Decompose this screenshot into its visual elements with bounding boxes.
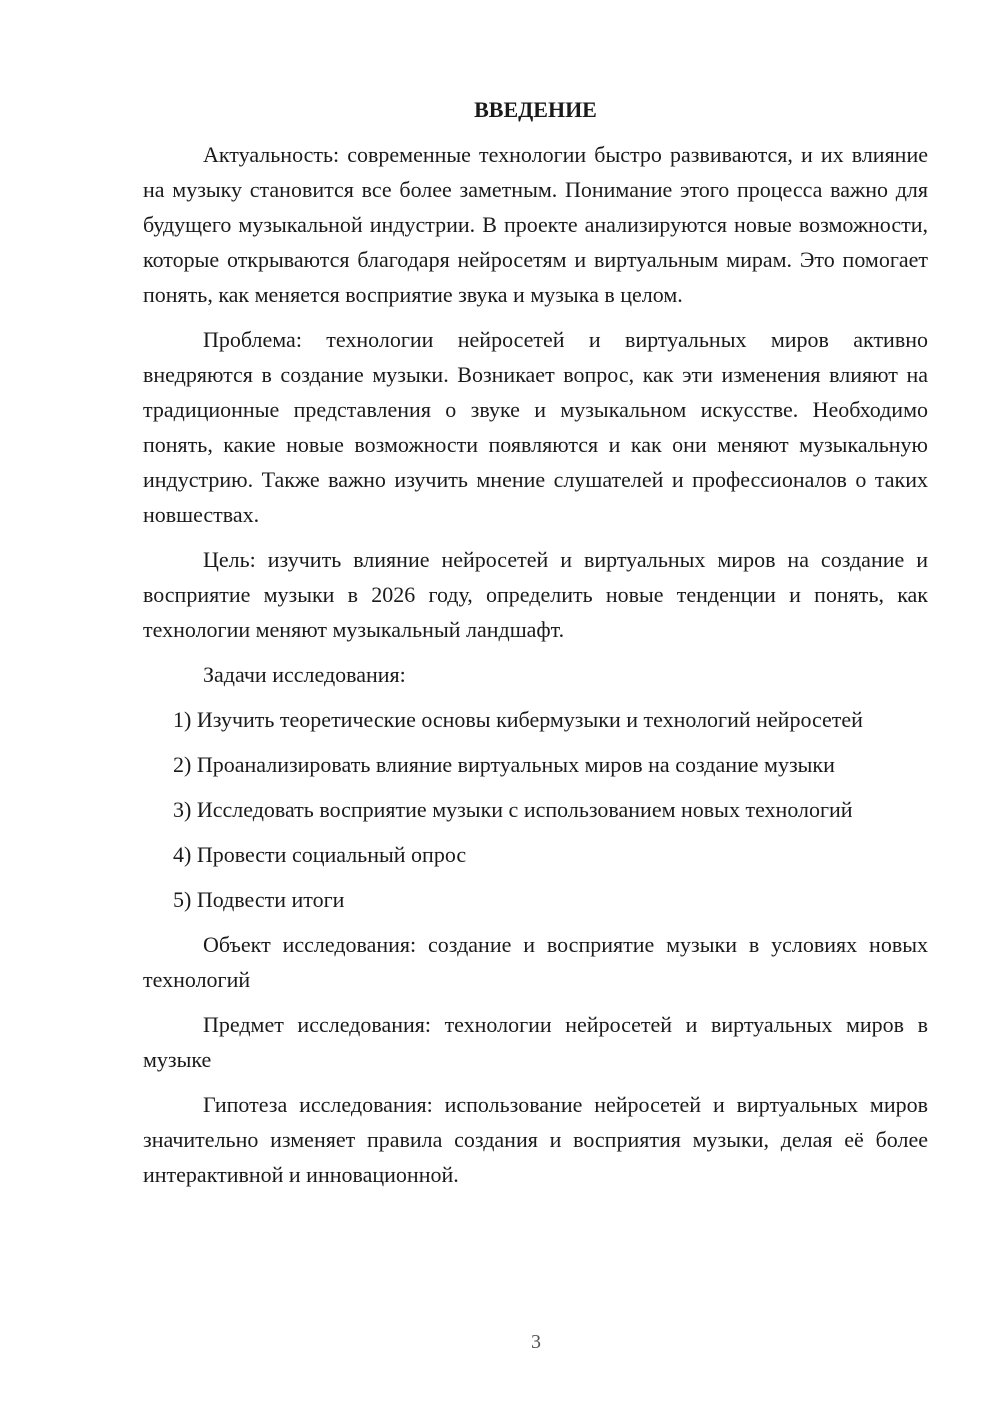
task-item-4: 4) Провести социальный опрос xyxy=(173,842,467,867)
task-item-5: 5) Подвести итоги xyxy=(173,887,345,912)
task-item-2: 2) Проанализировать влияние виртуальных миров на создание музыки xyxy=(173,752,835,777)
section-title: ВВЕДЕНИЕ xyxy=(474,97,597,122)
paragraph-goal: Цель: изучить влияние нейросетей и виртуальных миров на создание и восприятие музыки в 2026 году, определить новые тенденции и понять, как технологии меняют музыкальный ландшафт. xyxy=(143,547,928,642)
paragraph-object: Объект исследования: создание и восприятие музыки в условиях новых технологий xyxy=(143,932,928,992)
page-number: 3 xyxy=(531,1331,541,1353)
document-page xyxy=(143,92,928,1202)
paragraph-relevance: Актуальность: современные технологии быстро развиваются, и их влияние на музыку становится все более заметным. Понимание этого процесса важно для будущего музыкальной индустрии. В проекте анализируются новые возможности, которые открываются благодаря нейросетям и виртуальным мирам. Это помогает понять, как меняется восприятие звука и музыка в целом. xyxy=(143,142,928,307)
paragraph-problem: Проблема: технологии нейросетей и виртуальных миров активно внедряются в создание музыки. Возникает вопрос, как эти изменения влияют на традиционные представления о звуке и музыкальном искусстве. Необходимо понять, какие новые возможности появляются и как они меняют музыкальную индустрию. Также важно изучить мнение слушателей и профессионалов о таких новшествах. xyxy=(143,327,928,527)
task-item-3: 3) Исследовать восприятие музыки с использованием новых технологий xyxy=(173,797,853,822)
paragraph-subject: Предмет исследования: технологии нейросетей и виртуальных миров в музыке xyxy=(143,1012,928,1072)
paragraph-hypothesis: Гипотеза исследования: использование нейросетей и виртуальных миров значительно изменяет правила создания и восприятия музыки, делая её более интерактивной и инновационной. xyxy=(143,1092,928,1187)
tasks-heading: Задачи исследования: xyxy=(203,662,406,687)
task-item-1: 1) Изучить теоретические основы кибермузыки и технологий нейросетей xyxy=(173,707,863,732)
